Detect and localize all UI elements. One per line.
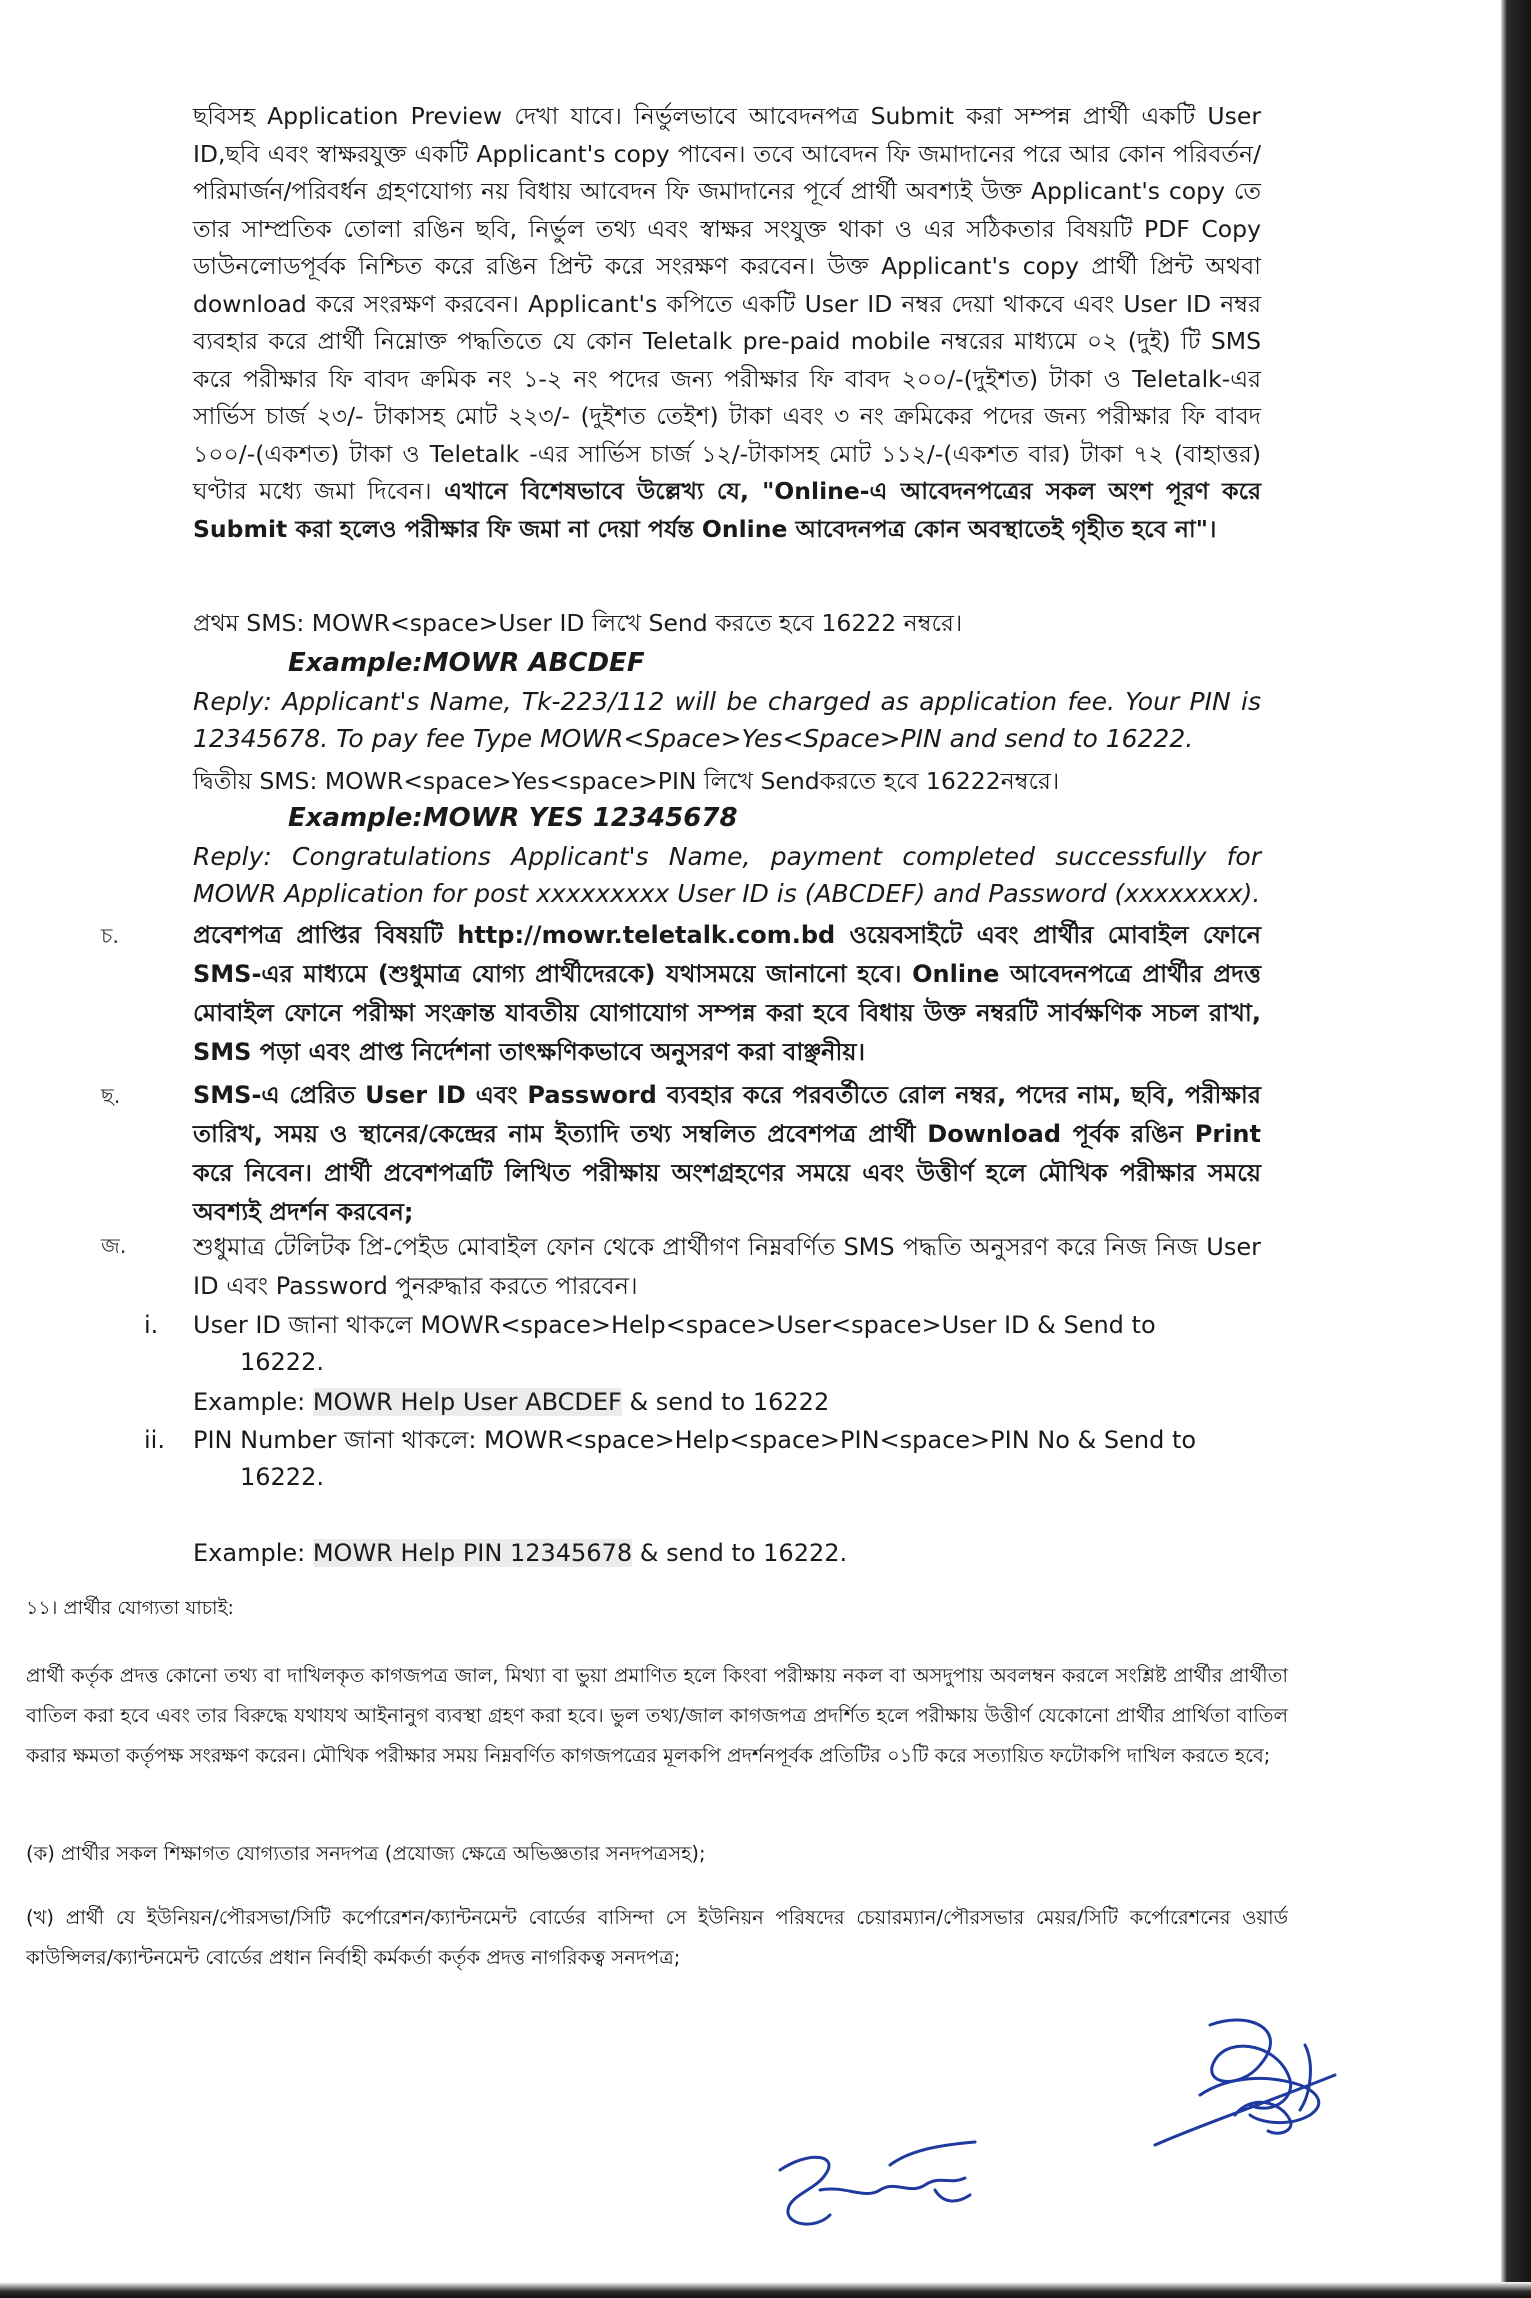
item-cha-marker: চ. <box>101 924 120 948</box>
signature-bottom <box>770 2130 1000 2240</box>
signature-right <box>1140 2005 1350 2165</box>
document-ka: (ক) প্রার্থীর সকল শিক্ষাগত যোগ্যতার সনদপত্র (প্রযোজ্য ক্ষেত্রে অভিজ্ঞতার সনদপত্রসহ); <box>26 1842 706 1865</box>
application-instructions-paragraph <box>193 98 1261 548</box>
item-ja-text: শুধুমাত্র টেলিটক প্রি-পেইড মোবাইল ফোন থেকে প্রার্থীগণ নিম্নবর্ণিত SMS পদ্ধতি অনুসরণ করে নিজ নিজ User ID এবং Password পুনরুদ্ধার করতে পারবেন। <box>193 1233 1261 1300</box>
example-suffix: & send to 16222 <box>621 1388 830 1416</box>
scan-edge-shadow <box>1501 0 1531 2298</box>
first-sms-instruction: প্রথম SMS: MOWR<space>User ID লিখে Send করতে হবে 16222 নম্বরে। <box>193 609 963 637</box>
item-ja-marker: জ. <box>101 1234 127 1258</box>
recovery-1-line-cont: 16222. <box>240 1348 324 1376</box>
instructions-text: ছবিসহ Application Preview দেখা যাবে। নির্ভুলভাবে আবেদনপত্র Submit করা সম্পন্ন প্রার্থী একটি User ID,ছবি এবং স্বাক্ষরযুক্ত একটি Applicant's copy পাবেন। তবে আবেদন ফি জমাদানের পরে আর কোন পরিবর্তন/পরিমার্জন/পরিবর্ধন গ্রহণযোগ্য নয় বিধায় আবেদন ফি জমাদানের পূর্বে প্রার্থী অবশ্যই উক্ত Applicant's copy তে তার সাম্প্রতিক তোলা রঙিন ছবি, নির্ভুল তথ্য এবং স্বাক্ষর সংযুক্ত থাকা ও এর সঠিকতার বিষয়টি PDF Copy ডাউনলোডপূর্বক নিশ্চিত করে রঙিন প্রিন্ট করে সংরক্ষণ করবেন। উক্ত Applicant's copy প্রার্থী প্রিন্ট অথবা download করে সংরক্ষণ করবেন। Applicant's কপিতে একটি User ID নম্বর দেয়া থাকবে এবং User ID নম্বর ব্যবহার করে প্রার্থী নিম্নোক্ত পদ্ধতিতে যে কোন Teletalk pre-paid mobile নম্বরের মাধ্যমে ০২ (দুই) টি SMS করে পরীক্ষার ফি বাবদ ক্রমিক নং ১-২ নং পদের জন্য পরীক্ষার ফি বাবদ ২০০/-(দুইশত) টাকা ও Teletalk-এর সার্ভিস চার্জ ২৩/- টাকাসহ মোট ২২৩/- (দুইশত তেইশ) টাকা এবং ৩ নং ক্রমিকের পদের জন্য পরীক্ষার ফি বাবদ ১০০/-(একশত) টাকা ও Teletalk -এর সার্ভিস চার্জ ১২/-টাকাসহ মোট ১১২/-(একশত বার) টাকা ৭২ (বাহাত্তর) ঘণ্টার মধ্যে জমা দিবেন। <box>193 102 1261 505</box>
example-prefix: Example: <box>193 1539 313 1567</box>
item-cha-text: প্রবেশপত্র প্রাপ্তির বিষয়টি http://mowr.teletalk.com.bd ওয়েবসাইটে এবং প্রার্থীর মোবাইল ফোনে SMS-এর মাধ্যমে (শুধুমাত্র যোগ্য প্রার্থীদেরকে) যথাসময়ে জানানো হবে। Online আবেদনপত্রে প্রার্থীর প্রদত্ত মোবাইল ফোনে পরীক্ষা সংক্রান্ত যাবতীয় যোগাযোগ সম্পন্ন করা হবে বিধায় উক্ত নম্বরটি সার্বক্ষণিক সচল রাখা, SMS পড়া এবং প্রাপ্ত নির্দেশনা তাৎক্ষণিকভাবে অনুসরণ করা বাঞ্ছনীয়। <box>193 921 1261 1066</box>
example-2-title: Example:MOWR YES 12345678 <box>288 803 738 833</box>
section-11-heading: ১১। প্রার্থীর যোগ্যতা যাচাই: <box>26 1597 234 1619</box>
recovery-2-line: PIN Number জানা থাকলে: MOWR<space>Help<space>PIN<space>PIN No & Send to <box>193 1426 1197 1454</box>
recovery-2-example <box>193 1535 847 1571</box>
reply-1: Reply: Applicant's Name, Tk-223/112 will be charged as application fee. Your PIN is 12345678. To pay fee Type MOWR<Space>Yes<Space>PIN and send to 16222. <box>193 687 1261 753</box>
example-command: MOWR Help PIN 12345678 <box>312 1539 633 1567</box>
recovery-1-example <box>193 1384 829 1420</box>
recovery-2-line-cont: 16222. <box>240 1463 324 1491</box>
section-11-paragraph: প্রার্থী কর্তৃক প্রদত্ত কোনো তথ্য বা দাখিলকৃত কাগজপত্র জাল, মিথ্যা বা ভুয়া প্রমাণিত হলে কিংবা পরীক্ষায় নকল বা অসদুপায় অবলম্বন করলে সংশ্লিষ্ট প্রার্থীর প্রার্থীতা বাতিল করা হবে এবং তার বিরুদ্ধে যথাযথ আইনানুগ ব্যবস্থা গ্রহণ করা হবে। ভুল তথ্য/জাল কাগজপত্র প্রদর্শিত হলে পরীক্ষায় উত্তীর্ণ যেকোনো প্রার্থীর প্রার্থিতা বাতিল করার ক্ষমতা কর্তৃপক্ষ সংরক্ষণ করেন। মৌখিক পরীক্ষার সময় নিম্নবর্ণিত কাগজপত্রের মূলকপি প্রদর্শনপূর্বক প্রতিটির ০১টি করে সত্যায়িত ফটোকপি দাখিল করতে হবে; <box>26 1664 1288 1767</box>
reply-2: Reply: Congratulations Applicant's Name, payment completed successfully for MOWR Application for post xxxxxxxxx User ID is (ABCDEF) and Password (xxxxxxxx). <box>193 842 1261 908</box>
second-sms-instruction: দ্বিতীয় SMS: MOWR<space>Yes<space>PIN লিখে Sendকরতে হবে 16222নম্বরে। <box>193 767 1060 795</box>
example-command: MOWR Help User ABCDEF <box>312 1388 622 1416</box>
recovery-2-marker: ii. <box>144 1426 165 1454</box>
example-suffix: & send to 16222. <box>632 1539 848 1567</box>
document-kha: (খ) প্রার্থী যে ইউনিয়ন/পৌরসভা/সিটি কর্পোরেশন/ক্যান্টনমেন্ট বোর্ডের বাসিন্দা সে ইউনিয়ন পরিষদের চেয়ারম্যান/পৌরসভার মেয়র/সিটি কর্পোরেশনের ওয়ার্ড কাউন্সিলর/ক্যান্টনমেন্ট বোর্ডের প্রধান নির্বাহী কর্মকর্তা কর্তৃক প্রদত্ত নাগরিকত্ব সনদপত্র; <box>26 1906 1288 1969</box>
example-1-title: Example:MOWR ABCDEF <box>288 648 645 678</box>
recovery-1-line: User ID জানা থাকলে MOWR<space>Help<space>User<space>User ID & Send to <box>193 1311 1156 1339</box>
scan-bottom-edge <box>0 2282 1531 2298</box>
item-chha-marker: ছ. <box>101 1084 121 1108</box>
example-prefix: Example: <box>193 1388 313 1416</box>
recovery-1-marker: i. <box>144 1311 159 1339</box>
instructions-bold-notice: এখানে বিশেষভাবে উল্লেখ্য যে, "Online-এ আবেদনপত্রের সকল অংশ পূরণ করে Submit করা হলেও পরীক্ষার ফি জমা না দেয়া পর্যন্ত Online আবেদনপত্র কোন অবস্থাতেই গৃহীত হবে না"। <box>193 477 1261 543</box>
item-chha-text: SMS-এ প্রেরিত User ID এবং Password ব্যবহার করে পরবর্তীতে রোল নম্বর, পদের নাম, ছবি, পরীক্ষার তারিখ, সময় ও স্থানের/কেন্দ্রের নাম ইত্যাদি তথ্য সম্বলিত প্রবেশপত্র প্রার্থী Download পূর্বক রঙিন Print করে নিবেন। প্রার্থী প্রবেশপত্রটি লিখিত পরীক্ষায় অংশগ্রহণের সময়ে এবং উত্তীর্ণ হলে মৌখিক পরীক্ষার সময়ে অবশ্যই প্রদর্শন করবেন; <box>193 1081 1261 1226</box>
